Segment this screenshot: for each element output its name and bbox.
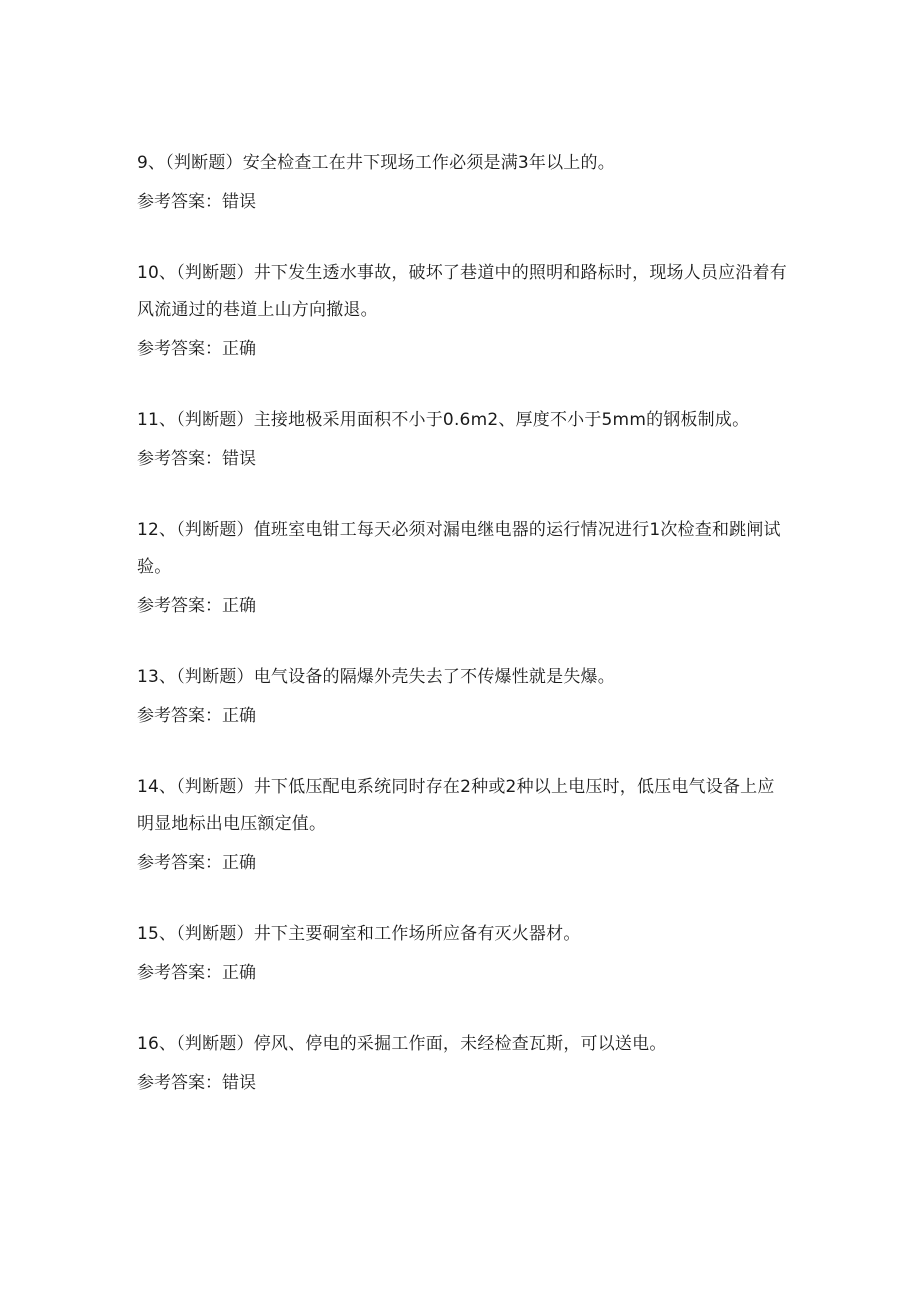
question-item-9 — [137, 145, 787, 221]
question-item-11 — [137, 402, 787, 478]
answer-text: 参考答案：正确 — [137, 596, 256, 616]
answer-text: 参考答案：正确 — [137, 339, 256, 359]
question-item-12 — [137, 512, 787, 625]
answer-text: 参考答案：错误 — [137, 1073, 256, 1093]
question-text: 9、（判断题）安全检查工在井下现场工作必须是满3年以上的。 — [137, 153, 615, 173]
question-item-10 — [137, 255, 787, 368]
question-text: 10、（判断题）井下发生透水事故，破坏了巷道中的照明和路标时，现场人员应沿着有风流通过的巷道上山方向撤退。 — [137, 263, 787, 320]
answer-text: 参考答案：正确 — [137, 706, 256, 726]
question-item-16 — [137, 1026, 787, 1102]
question-list — [137, 145, 787, 1136]
question-text: 12、（判断题）值班室电钳工每天必须对漏电继电器的运行情况进行1次检查和跳闸试验。 — [137, 520, 781, 577]
answer-text: 参考答案：正确 — [137, 853, 256, 873]
question-text: 15、（判断题）井下主要硐室和工作场所应备有灭火器材。 — [137, 924, 581, 944]
question-text: 13、（判断题）电气设备的隔爆外壳失去了不传爆性就是失爆。 — [137, 667, 615, 687]
question-text: 14、（判断题）井下低压配电系统同时存在2种或2种以上电压时，低压电气设备上应明显地标出电压额定值。 — [137, 777, 775, 834]
question-item-15 — [137, 916, 787, 992]
question-text: 16、（判断题）停风、停电的采掘工作面，未经检查瓦斯，可以送电。 — [137, 1034, 667, 1054]
question-item-13 — [137, 659, 787, 735]
answer-text: 参考答案：错误 — [137, 449, 256, 469]
answer-text: 参考答案：错误 — [137, 192, 256, 212]
answer-text: 参考答案：正确 — [137, 963, 256, 983]
question-item-14 — [137, 769, 787, 882]
question-text: 11、（判断题）主接地极采用面积不小于0.6m2、厚度不小于5mm的钢板制成。 — [137, 410, 750, 430]
